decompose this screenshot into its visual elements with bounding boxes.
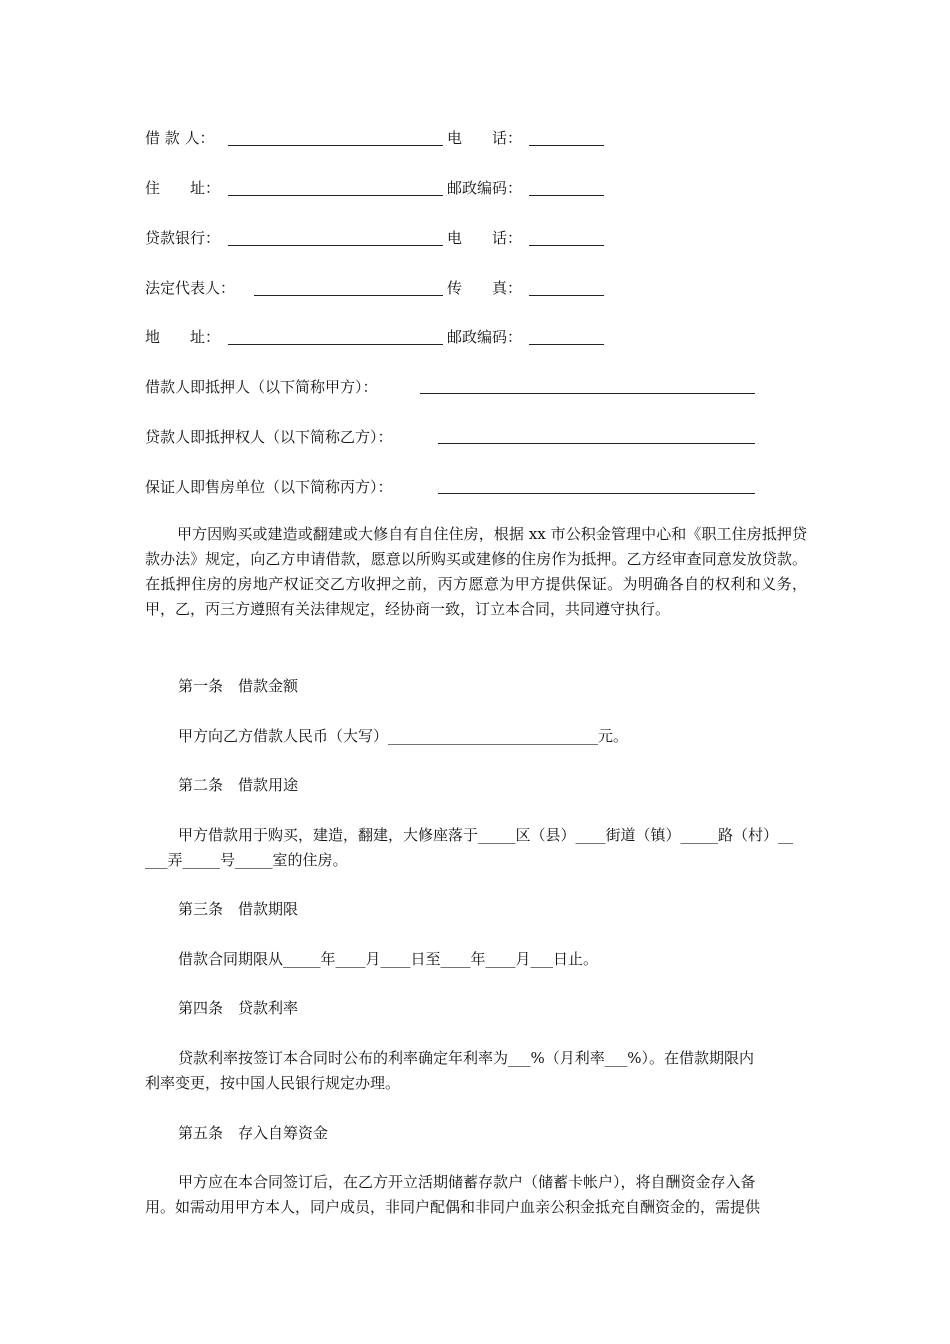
phone-label: 电 话：	[447, 129, 523, 147]
party-a-blank	[420, 393, 755, 394]
bank-phone-label: 电 话：	[447, 229, 523, 247]
article-2-text-line2: ___弄_____号_____室的住房。	[145, 851, 348, 869]
address-blank	[228, 195, 443, 196]
postcode-blank	[529, 195, 604, 196]
fax-label: 传 真：	[447, 279, 523, 297]
bank-label: 贷款银行：	[145, 229, 221, 247]
article-3-title: 第三条 借款期限	[178, 900, 299, 918]
legal-rep-label: 法定代表人：	[145, 279, 236, 297]
intro-paragraph: 甲方因购买或建造或翻建或大修自有自住住房，根据 xx 市公积金管理中心和《职工住房抵押贷款办法》规定，向乙方申请借款，愿意以所购买或建修的住房作为抵押。乙方经审查同意发放贷款。在抵押住房的房地产权证交乙方收押之前，丙方愿意为甲方提供保证。为明确各自的权利和义务，甲，乙，丙三方遵照有关法律规定，经协商一致，订立本合同，共同遵守执行。	[145, 525, 807, 618]
legal-rep-blank	[254, 295, 443, 296]
article-2-title: 第二条 借款用途	[178, 776, 299, 794]
bank-address-label: 地 址：	[145, 328, 221, 346]
party-a-label: 借款人即抵押人（以下简称甲方）：	[145, 378, 378, 396]
article-3-text: 借款合同期限从_____年____月____日至____年____月___日止。	[178, 950, 599, 968]
bank-phone-blank	[529, 245, 604, 246]
postcode-label: 邮政编码：	[447, 179, 523, 197]
borrower-label: 借 款 人：	[145, 129, 215, 147]
article-4-title: 第四条 贷款利率	[178, 999, 299, 1017]
bank-blank	[228, 245, 443, 246]
article-5-text-line1: 甲方应在本合同签订后，在乙方开立活期储蓄存款户（储蓄卡帐户），将自酬资金存入备	[178, 1173, 756, 1191]
bank-address-blank	[228, 344, 443, 345]
party-c-blank	[438, 493, 755, 494]
article-2-text-line1: 甲方借款用于购买，建造，翻建，大修座落于_____区（县）____街道（镇）_____路（村）__	[178, 826, 794, 844]
party-c-label: 保证人即售房单位（以下简称丙方）：	[145, 478, 393, 496]
phone-blank	[529, 145, 604, 146]
article-5-title: 第五条 存入自筹资金	[178, 1124, 329, 1142]
bank-postcode-blank	[529, 344, 604, 345]
article-4-text-line2: 利率变更，按中国人民银行规定办理。	[145, 1074, 401, 1092]
fax-blank	[529, 295, 604, 296]
party-b-label: 贷款人即抵押权人（以下简称乙方）：	[145, 428, 393, 446]
article-4-text-line1: 贷款利率按签订本合同时公布的利率确定年利率为___%（月利率___%）。在借款期限内	[178, 1049, 755, 1067]
article-1-title: 第一条 借款金额	[178, 677, 299, 695]
address-label: 住 址：	[145, 179, 221, 197]
bank-postcode-label: 邮政编码：	[447, 328, 523, 346]
borrower-blank	[228, 145, 443, 146]
article-1-text: 甲方向乙方借款人民币（大写）____________________________元。	[178, 727, 629, 745]
party-b-blank	[438, 443, 755, 444]
article-5-text-line2: 用。如需动用甲方本人，同户成员，非同户配偶和非同户血亲公积金抵充自酬资金的，需提供	[145, 1198, 761, 1216]
